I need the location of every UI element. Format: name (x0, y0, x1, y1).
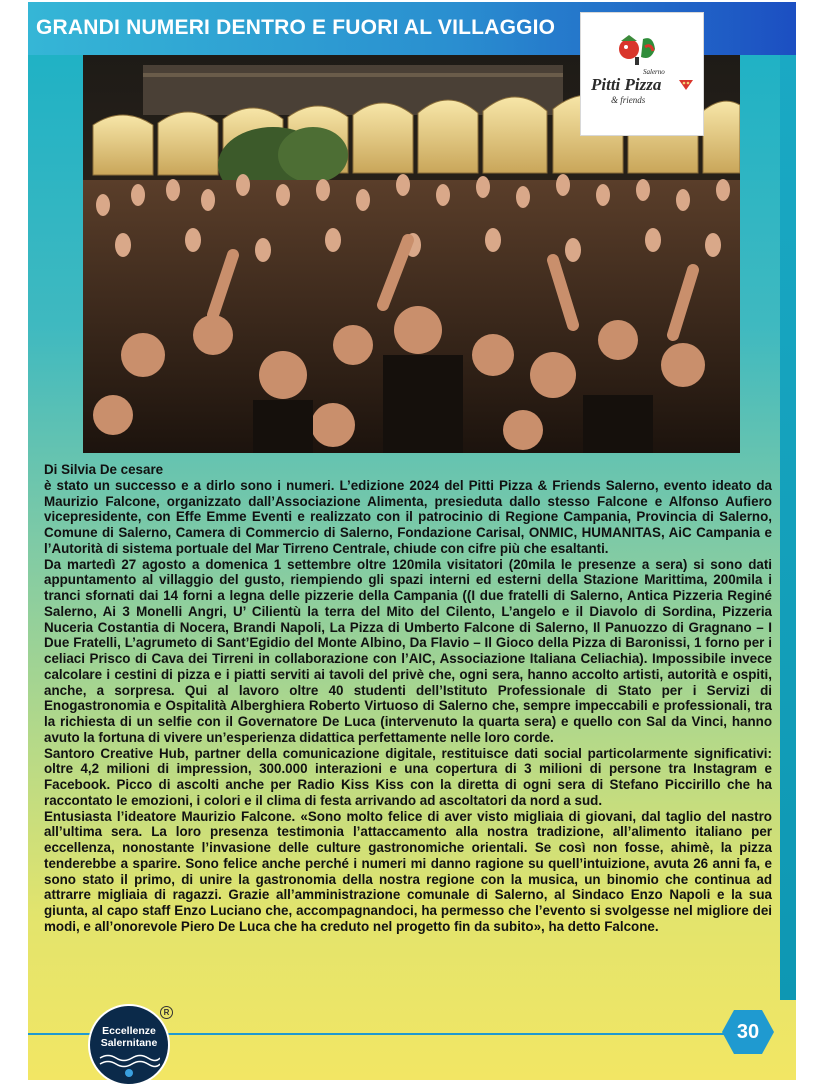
pitti-pizza-logo-mark (581, 13, 703, 135)
wave-icon (98, 1052, 160, 1078)
right-accent-strip (780, 55, 796, 1000)
page-number: 30 (736, 1021, 760, 1043)
article-paragraph: Da martedì 27 agosto a domenica 1 settembre oltre 120mila visitatori (20mila le presenze a sera) si sono dati appuntamento al villaggio del gusto, riempiendo gli spazi interni ed esterni della Stazione Marittima, 200mila i tranci sfornati dai 14 forni a legna delle pizzerie della Campania ((I due fratelli di Salerno, Antica Pizzeria Reginé Salerno, Ai 3 Monelli Angri, U’ Cilientù la terra del Mito del Cilento, L’angelo e il Diavolo di Sordina, Pizzeria Nuceria Costantia di Nocera, Brandi Napoli, La Pizza di Umberto Falcone di Salerno, Il Panuozzo di Gragnano – I Due Fratelli, L’agrumeto di Sant’Egidio del Monte Albino, Da Flavio – Il Gioco della Pizza di Baronissi, 1 forno per i celiaci Prisco di Cava dei Tirreni in collaborazione con l’AIC, Associazione Italiana Celiachia). Impossibile invece calcolare i cestini di pizza e i piatti serviti ai tavoli del privè che, ogni sera, hanno accolto artisti, autorità e ospiti, anche, a sorpresa. Qui al lavoro oltre 40 studenti dell’Istituto Professionale di Stato per i Servizi di Enogastronomia e Ospitalità Alberghiera Roberto Virtuoso di Salerno che, sempre impeccabili e professionali, tra la richiesta di un selfie con il Governatore De Luca (intervenuto la quarta sera) e quello con Sal da Vinci, hanno avuto la fortuna di vivere un’esperienza didattica perfettamente nelle loro corde. (44, 556, 772, 745)
registered-mark: R (160, 1006, 173, 1019)
eccellenze-salernitane-logo (88, 1004, 170, 1086)
brand-line-1: Eccellenze (102, 1025, 156, 1037)
page-title: GRANDI NUMERI DENTRO E FUORI AL VILLAGGIO (36, 16, 556, 39)
article-paragraph: è stato un successo e a dirlo sono i numeri. L’edizione 2024 del Pitti Pizza & Friends Salerno, evento ideato da Maurizio Falcone, organizzato dall’Associazione Alimenta, presieduta dallo stesso Falcone e Alfonso Aufiero vicepresidente, con Effe Emme Eventi e realizzato con il patrocinio di Regione Campania, Provincia di Salerno, Comune di Salerno, Camera di Commercio di Salerno, Fondazione Carisal, ONMIC, HUMANITAS, AiC Campania e l’Autorità di sistema portuale del Mar Tirreno Centrale, chiude con cifre più che esaltanti. (44, 477, 772, 556)
logo-city: Salerno (643, 68, 665, 76)
article-paragraph: Santoro Creative Hub, partner della comunicazione digitale, restituisce dati social particolarmente significativi: oltre 4,2 milioni di impression, 300.000 interazioni e una copertura di 3 milioni di persone tra Instagram e Facebook. Picco di ascolti anche per Radio Kiss Kiss con la diretta di ogni sera di Stefano Piccirillo che ha raccontato le emozioni, i colori e il clima di festa arrivando ad ascoltatori da nord a sud. (44, 745, 772, 808)
article-paragraph: Entusiasta l’ideatore Maurizio Falcone. «Sono molto felice di aver visto migliaia di giovani, dal taglio del nastro all’ultima sera. La loro presenza testimonia l’attaccamento alla nostra tradizione, all’alimento italiano per eccellenza, nonostante l’invasione delle culture gastronomiche orientali. Se così non fosse, ahimè, la pizza tenderebbe a sparire. Sono felice anche perché i numeri mi danno ragione su quell’intuizione, avuta 26 anni fa, e sono stato il primo, di unire la gastronomia della nostra regione con la musica, un binomio che continua ad attrarre migliaia di ragazzi. Grazie all’amministrazione comunale di Salerno, al Sindaco Enzo Napoli e la sua giunta, al capo staff Enzo Luciano che, accompagnandoci, ha permesso che l’evento si svolgesse nel migliore dei modi, e all’onorevole Piero De Luca che ha creduto nel progetto fin da subito», ha detto Falcone. (44, 808, 772, 934)
pizza-slice-icon (679, 79, 693, 91)
logo-name: Pitti Pizza (591, 75, 662, 94)
article-body (44, 462, 772, 935)
article-byline: Di Silvia De cesare (44, 462, 164, 477)
logo-sub: & friends (611, 95, 646, 105)
pitti-pizza-logo (580, 12, 704, 136)
brand-line-2: Salernitane (100, 1037, 158, 1049)
